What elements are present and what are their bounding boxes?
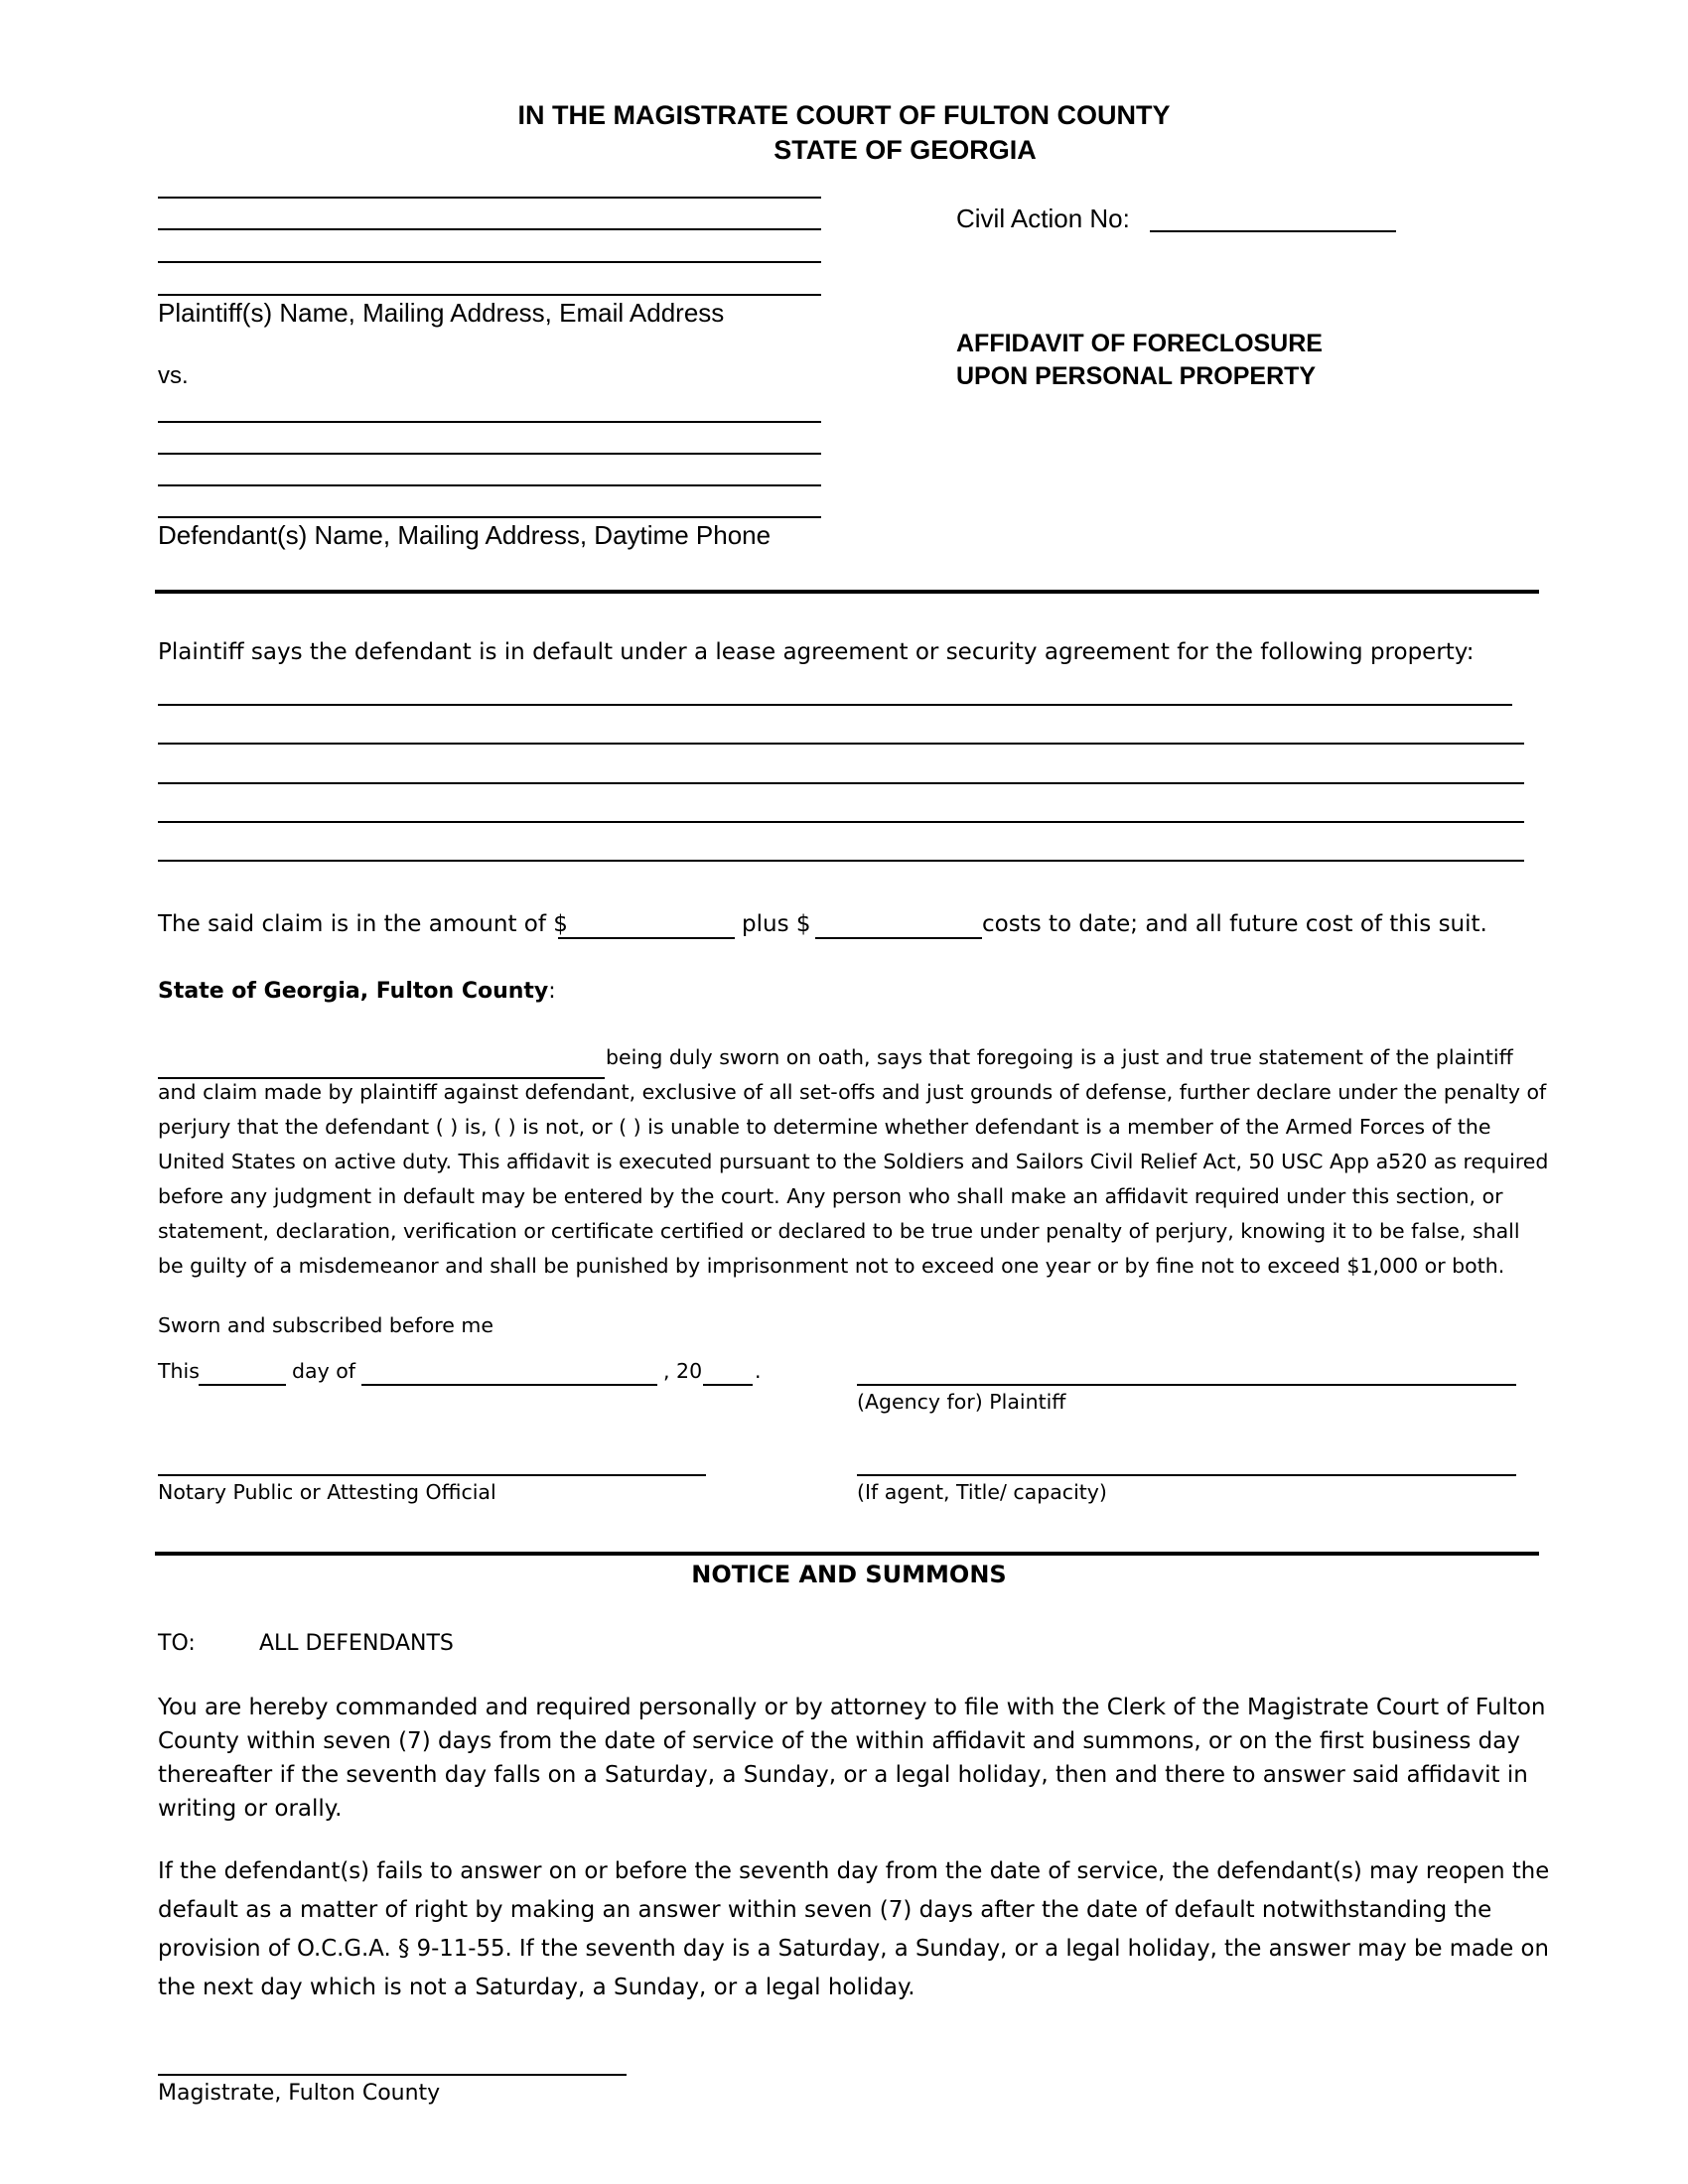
notice-para2-line3: provision of O.C.G.A. § 9-11-55. If the seventh day is a Saturday, a Sunday, or a legal holiday, the answer may be made on [158, 1936, 1549, 1962]
oath-line-4: United States on active duty. This affidavit is executed pursuant to the Soldiers and Sailors Civil Relief Act, 50 USC App a520 as required [158, 1150, 1549, 1173]
defendant-line-4[interactable] [158, 516, 821, 518]
property-line-3[interactable] [158, 782, 1524, 784]
defendant-line-3[interactable] [158, 484, 821, 486]
plaintiff-line-2[interactable] [158, 228, 821, 230]
notice-heading: NOTICE AND SUMMONS [691, 1561, 1007, 1588]
property-intro: Plaintiff says the defendant is in default under a lease agreement or security agreement for the following property: [158, 639, 1475, 665]
court-name-heading: IN THE MAGISTRATE COURT OF FULTON COUNTY [517, 100, 1171, 130]
plaintiff-signature-label: (Agency for) Plaintiff [857, 1390, 1066, 1414]
month-field[interactable] [361, 1384, 657, 1386]
vs-label: vs. [158, 362, 189, 389]
notice-para1-line3: thereafter if the seventh day falls on a Saturday, a Sunday, or a legal holiday, then and there to answer said affidavit in [158, 1762, 1528, 1788]
agent-title-label: (If agent, Title/ capacity) [857, 1480, 1107, 1504]
agent-title-line[interactable] [857, 1474, 1516, 1476]
property-line-2[interactable] [158, 743, 1524, 745]
year-field[interactable] [703, 1384, 753, 1386]
to-label: TO: [158, 1631, 196, 1656]
notice-para1-line2: County within seven (7) days from the date of service of the within affidavit and summons, or on the first business day [158, 1728, 1520, 1754]
oath-line-1: being duly sworn on oath, says that foregoing is a just and true statement of the plaintiff [606, 1045, 1513, 1069]
notice-para2-line1: If the defendant(s) fails to answer on or before the seventh day from the date of service, the defendant(s) may reopen the [158, 1858, 1550, 1884]
to-value: ALL DEFENDANTS [259, 1631, 454, 1656]
property-line-5[interactable] [158, 860, 1524, 862]
costs-amount-field[interactable] [815, 937, 982, 939]
property-line-1[interactable] [158, 704, 1512, 706]
venue-label: State of Georgia, Fulton County [158, 979, 549, 1004]
plaintiff-line-1[interactable] [158, 197, 821, 199]
year-period: . [755, 1359, 762, 1383]
plaintiff-signature-line[interactable] [857, 1384, 1516, 1386]
venue-colon: : [548, 979, 556, 1004]
affiant-name-field[interactable] [158, 1077, 605, 1079]
notary-signature-line[interactable] [158, 1474, 706, 1476]
defendant-label: Defendant(s) Name, Mailing Address, Daytime Phone [158, 520, 772, 550]
day-of-label: day of [292, 1359, 355, 1383]
caption-divider [155, 590, 1539, 594]
notice-para2-line4: the next day which is not a Saturday, a Sunday, or a legal holiday. [158, 1975, 915, 2000]
this-label: This [158, 1359, 200, 1383]
year-prefix: , 20 [663, 1359, 703, 1383]
plaintiff-line-3[interactable] [158, 261, 821, 263]
property-line-4[interactable] [158, 821, 1524, 823]
plaintiff-line-4[interactable] [158, 294, 821, 296]
claim-amount-prefix: The said claim is in the amount of $ [158, 911, 568, 937]
civil-action-label: Civil Action No: [956, 204, 1130, 233]
affidavit-title-line-1: AFFIDAVIT OF FORECLOSURE [956, 330, 1323, 357]
day-field[interactable] [199, 1384, 286, 1386]
civil-action-number-field[interactable] [1150, 230, 1396, 232]
costs-suffix: costs to date; and all future cost of this suit. [982, 911, 1487, 937]
sworn-label: Sworn and subscribed before me [158, 1313, 493, 1337]
notice-para1-line4: writing or orally. [158, 1796, 343, 1822]
notice-para1-line1: You are hereby commanded and required personally or by attorney to file with the Clerk of the Magistrate Court of Fulton [158, 1695, 1546, 1720]
claim-amount-field[interactable] [558, 937, 735, 939]
oath-line-7: be guilty of a misdemeanor and shall be punished by imprisonment not to exceed one year or by fine not to exceed $1,000 or both. [158, 1254, 1505, 1278]
defendant-line-1[interactable] [158, 421, 821, 423]
notice-para2-line2: default as a matter of right by making an answer within seven (7) days after the date of default notwithstanding the [158, 1897, 1492, 1923]
magistrate-label: Magistrate, Fulton County [158, 2081, 441, 2106]
plus-label: plus $ [742, 911, 811, 937]
magistrate-signature-line[interactable] [158, 2074, 627, 2076]
venue-heading [158, 979, 556, 1004]
notice-divider [155, 1552, 1539, 1556]
affidavit-title-line-2: UPON PERSONAL PROPERTY [956, 362, 1317, 390]
notary-label: Notary Public or Attesting Official [158, 1480, 496, 1504]
oath-line-5: before any judgment in default may be entered by the court. Any person who shall make an affidavit required under this section, or [158, 1184, 1503, 1208]
defendant-line-2[interactable] [158, 453, 821, 455]
oath-line-2: and claim made by plaintiff against defendant, exclusive of all set-offs and just grounds of defense, further declare under the penalty of [158, 1080, 1547, 1104]
oath-line-3: perjury that the defendant ( ) is, ( ) is not, or ( ) is unable to determine whether defendant is a member of the Armed Forces of the [158, 1115, 1491, 1139]
state-heading: STATE OF GEORGIA [774, 135, 1037, 165]
oath-line-6: statement, declaration, verification or certificate certified or declared to be true under penalty of perjury, knowing it to be false, shall [158, 1219, 1520, 1243]
plaintiff-label: Plaintiff(s) Name, Mailing Address, Email Address [158, 298, 725, 328]
